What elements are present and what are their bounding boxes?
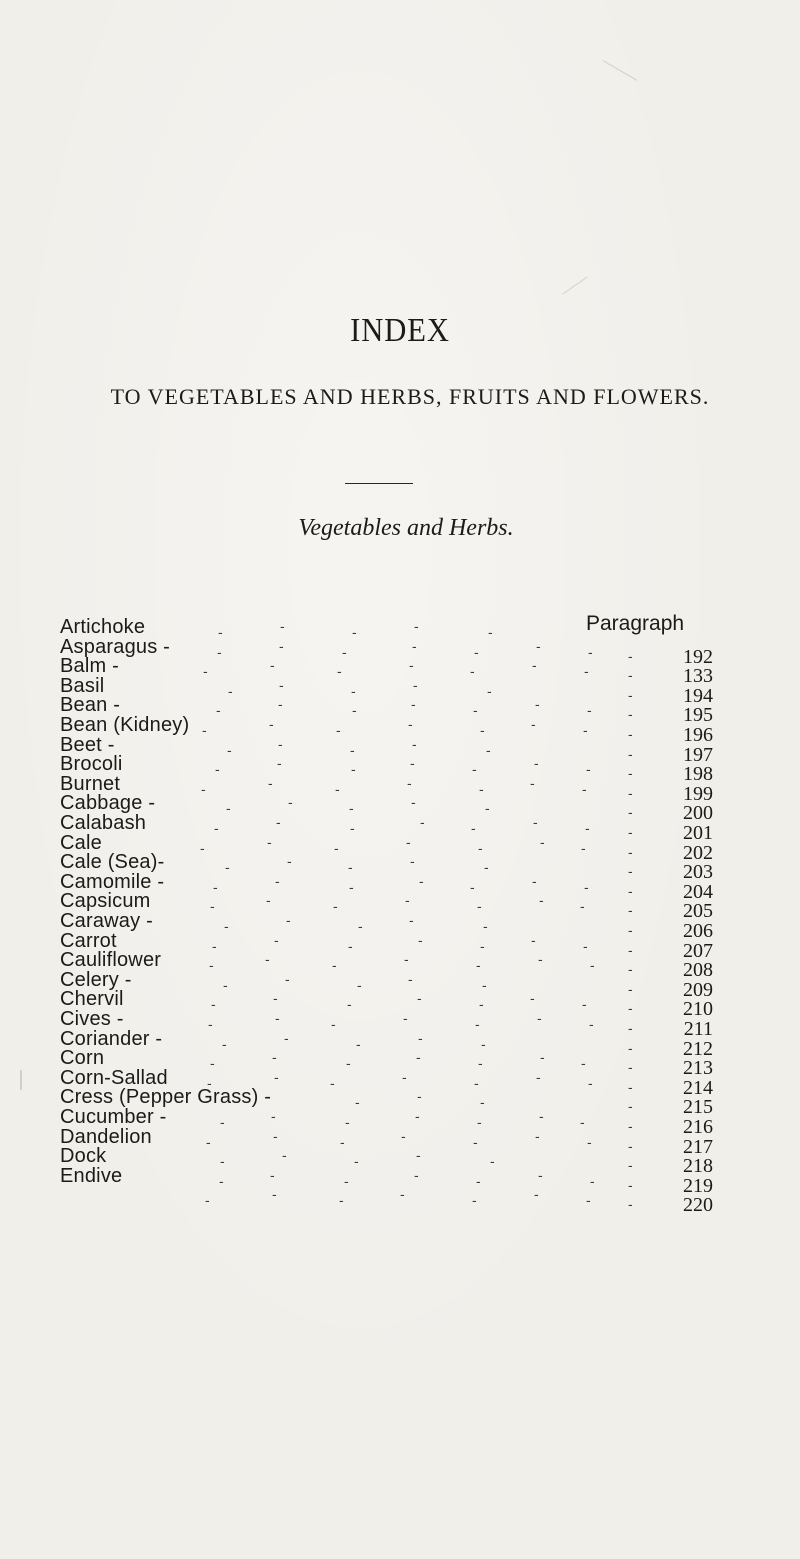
leader-dash: -: [628, 1098, 633, 1115]
index-entry-name: Balm -: [60, 655, 119, 678]
leader-dash: -: [628, 1176, 633, 1193]
leader-dash: -: [344, 1172, 349, 1189]
index-entry-name: Bean (Kidney): [60, 714, 190, 736]
leader-dash: -: [225, 859, 230, 876]
leader-dash: -: [589, 1016, 594, 1032]
leader-dash: -: [470, 878, 475, 895]
leader-dash: -: [628, 804, 633, 821]
leader-dash: -: [628, 863, 633, 880]
index-entry-name: Capsicum: [60, 890, 151, 913]
leader-dash: -: [276, 814, 281, 830]
leader-dash: -: [531, 716, 536, 732]
leader-dash: -: [400, 1186, 405, 1203]
leader-dash: -: [581, 1055, 586, 1072]
leader-dash: -: [228, 682, 233, 699]
leader-dash: -: [340, 1133, 345, 1150]
index-entry-name: Cress (Pepper Grass) -: [60, 1086, 272, 1109]
leader-dash: -: [410, 755, 415, 772]
leader-dash: -: [539, 1108, 544, 1124]
leader-dash: -: [534, 1186, 539, 1203]
leader-dash: -: [590, 957, 595, 974]
leader-dash: -: [473, 1133, 478, 1150]
leader-dash: -: [414, 1166, 419, 1183]
leader-dash: -: [628, 1196, 633, 1213]
index-entry-name: Beet -: [60, 733, 115, 756]
index-entry-name: Asparagus -: [60, 635, 171, 658]
index-entry-name: Corn: [60, 1047, 105, 1070]
index-entry-paragraph: 200: [683, 802, 713, 825]
leader-dash: -: [628, 726, 633, 742]
leader-dash: -: [334, 839, 339, 856]
leader-dash: -: [401, 1127, 406, 1144]
leader-dash: -: [267, 833, 272, 850]
index-entry-paragraph: 218: [683, 1155, 713, 1178]
section-heading: Vegetables and Herbs.: [298, 515, 514, 541]
leader-dash: -: [580, 1114, 585, 1130]
leader-dash: -: [628, 745, 633, 762]
index-entry-paragraph: 196: [683, 724, 713, 746]
leader-dash: -: [480, 937, 485, 954]
leader-dash: -: [227, 741, 232, 758]
leader-dash: -: [477, 1114, 482, 1130]
leader-dash: -: [336, 722, 341, 738]
index-entry-paragraph: 197: [683, 743, 713, 766]
leader-dash: -: [274, 931, 279, 948]
leader-dash: -: [266, 892, 271, 909]
leader-dash: -: [536, 1068, 541, 1085]
index-entry-name: Endive: [60, 1164, 123, 1187]
leader-dash: -: [582, 780, 587, 797]
leader-dash: -: [628, 882, 633, 899]
index-entry-name: Calabash: [60, 812, 147, 834]
leader-dash: -: [345, 1114, 350, 1130]
index-entry-paragraph: 194: [683, 684, 713, 707]
leader-dash: -: [205, 1192, 210, 1209]
leader-dash: -: [414, 618, 419, 634]
leader-dash: -: [346, 1055, 351, 1072]
leader-dash: -: [349, 878, 354, 895]
leader-dash: -: [416, 1049, 421, 1066]
index-entry-name: Camomile -: [60, 870, 165, 893]
leader-dash: -: [277, 755, 282, 772]
leader-dash: -: [210, 898, 215, 915]
leader-dash: -: [628, 824, 633, 840]
leader-dash: -: [471, 820, 476, 836]
leader-dash: -: [274, 1068, 279, 1085]
leader-dash: -: [536, 637, 541, 654]
index-entry-paragraph: 203: [683, 861, 713, 884]
leader-dash: -: [535, 696, 540, 713]
leader-dash: -: [530, 774, 535, 791]
leader-dash: -: [278, 696, 283, 713]
leader-dash: -: [265, 951, 270, 968]
leader-dash: -: [486, 741, 491, 758]
leader-dash: -: [479, 996, 484, 1013]
leader-dash: -: [279, 676, 284, 693]
leader-dash: -: [403, 1010, 408, 1026]
leader-dash: -: [352, 702, 357, 719]
leader-dash: -: [538, 1166, 543, 1183]
leader-dash: -: [402, 1068, 407, 1085]
leader-dash: -: [207, 1074, 212, 1091]
leader-dash: -: [477, 898, 482, 915]
leader-dash: -: [409, 912, 414, 928]
leader-dash: -: [474, 643, 479, 660]
leader-dash: -: [349, 800, 354, 817]
leader-dash: -: [478, 839, 483, 856]
index-entry-name: Cucumber -: [60, 1106, 167, 1128]
leader-dash: -: [532, 657, 537, 674]
leader-dash: -: [540, 833, 545, 850]
leader-dash: -: [202, 722, 207, 738]
leader-dash: -: [582, 996, 587, 1013]
leader-dash: -: [222, 1035, 227, 1052]
leader-dash: -: [350, 820, 355, 836]
leader-dash: -: [535, 1127, 540, 1144]
leader-dash: -: [208, 1016, 213, 1032]
leader-dash: -: [581, 839, 586, 856]
leader-dash: -: [540, 1049, 545, 1066]
leader-dash: -: [479, 780, 484, 797]
page-title: INDEX: [350, 312, 450, 349]
leader-dash: -: [268, 774, 273, 791]
leader-dash: -: [278, 735, 283, 752]
leader-dash: -: [407, 774, 412, 791]
leader-dash: -: [539, 892, 544, 909]
index-entry-paragraph: 213: [683, 1057, 713, 1080]
leader-dash: -: [417, 1088, 422, 1105]
index-entry-name: Cives -: [60, 1008, 124, 1030]
leader-dash: -: [475, 1016, 480, 1032]
leader-dash: -: [481, 1035, 486, 1052]
leader-dash: -: [350, 741, 355, 758]
leader-dash: -: [286, 912, 291, 928]
leader-dash: -: [480, 722, 485, 738]
leader-dash: -: [628, 941, 633, 958]
leader-dash: -: [628, 1137, 633, 1154]
leader-dash: -: [585, 820, 590, 836]
leader-dash: -: [409, 657, 414, 674]
leader-dash: -: [270, 1166, 275, 1183]
leader-dash: -: [484, 859, 489, 876]
leader-dash: -: [412, 637, 417, 654]
index-entry-paragraph: 214: [683, 1076, 713, 1099]
index-entry-name: Cauliflower: [60, 949, 162, 972]
leader-dash: -: [282, 1147, 287, 1164]
leader-dash: -: [419, 872, 424, 889]
index-entry-name: Brocoli: [60, 753, 123, 776]
leader-dash: -: [351, 761, 356, 778]
leader-dash: -: [411, 794, 416, 811]
leader-dash: -: [473, 702, 478, 719]
leader-dash: -: [628, 1059, 633, 1076]
leader-dash: -: [488, 624, 493, 640]
leader-dash: -: [587, 702, 592, 719]
leader-dash: -: [472, 761, 477, 778]
leader-dash: -: [417, 990, 422, 1007]
leader-dash: -: [482, 976, 487, 993]
leader-dash: -: [200, 839, 205, 856]
leader-dash: -: [531, 931, 536, 948]
leader-dash: -: [269, 716, 274, 732]
leader-dash: -: [583, 937, 588, 954]
leader-dash: -: [628, 1020, 633, 1036]
index-entry-name: Dock: [60, 1145, 107, 1168]
index-entry-name: Caraway -: [60, 910, 153, 932]
index-entry-paragraph: 205: [683, 900, 713, 923]
leader-dash: -: [220, 1114, 225, 1130]
leader-dash: -: [476, 957, 481, 974]
leader-dash: -: [418, 1029, 423, 1046]
leader-dash: -: [342, 643, 347, 660]
leader-dash: -: [420, 814, 425, 830]
leader-dash: -: [285, 970, 290, 987]
leader-dash: -: [416, 1147, 421, 1164]
leader-dash: -: [406, 833, 411, 850]
leader-dash: -: [628, 980, 633, 997]
leader-dash: -: [270, 657, 275, 674]
index-entry-paragraph: 216: [683, 1116, 713, 1138]
leader-dash: -: [218, 624, 223, 640]
leader-dash: -: [358, 918, 363, 934]
leader-dash: -: [351, 682, 356, 699]
index-entry-name: Artichoke: [60, 616, 146, 638]
leader-dash: -: [490, 1153, 495, 1170]
index-entry-paragraph: 201: [683, 822, 713, 844]
leader-dash: -: [348, 859, 353, 876]
leader-dash: -: [628, 706, 633, 723]
leader-dash: -: [332, 957, 337, 974]
index-entry-paragraph: 209: [683, 978, 713, 1001]
leader-dash: -: [273, 1127, 278, 1144]
leader-dash: -: [628, 784, 633, 801]
leader-dash: -: [331, 1016, 336, 1032]
leader-dash: -: [472, 1192, 477, 1209]
index-entry-paragraph: 211: [683, 1018, 713, 1040]
paper-blemish: [602, 60, 637, 81]
leader-dash: -: [214, 820, 219, 836]
leader-dash: -: [583, 722, 588, 738]
index-entry-paragraph: 202: [683, 841, 713, 864]
leader-dash: -: [628, 1118, 633, 1134]
leader-dash: -: [355, 1094, 360, 1111]
leader-dash: -: [337, 663, 342, 680]
leader-dash: -: [586, 1192, 591, 1209]
leader-dash: -: [487, 682, 492, 699]
leader-dash: -: [279, 637, 284, 654]
leader-dash: -: [411, 696, 416, 713]
leader-dash: -: [405, 892, 410, 909]
leader-dash: -: [480, 1094, 485, 1111]
leader-dash: -: [532, 872, 537, 889]
index-entry-paragraph: 207: [683, 939, 713, 962]
leader-dash: -: [356, 1035, 361, 1052]
leader-dash: -: [284, 1029, 289, 1046]
index-entry-name: Chervil: [60, 988, 124, 1011]
leader-dash: -: [333, 898, 338, 915]
leader-dash: -: [212, 937, 217, 954]
leader-dash: -: [584, 878, 589, 895]
index-entry-name: Carrot: [60, 929, 117, 952]
leader-dash: -: [339, 1192, 344, 1209]
index-entry-name: Cabbage -: [60, 792, 156, 815]
leader-dash: -: [280, 618, 285, 634]
leader-dash: -: [408, 716, 413, 732]
leader-dash: -: [628, 1157, 633, 1174]
index-entry-name: Dandelion: [60, 1125, 152, 1148]
leader-dash: -: [330, 1074, 335, 1091]
leader-dash: -: [474, 1074, 479, 1091]
leader-dash: -: [215, 761, 220, 778]
leader-dash: -: [537, 1010, 542, 1026]
leader-dash: -: [628, 902, 633, 919]
leader-dash: -: [209, 957, 214, 974]
index-entry-paragraph: 208: [683, 959, 713, 982]
leader-dash: -: [206, 1133, 211, 1150]
leader-dash: -: [412, 735, 417, 752]
leader-dash: -: [534, 755, 539, 772]
leader-dash: -: [354, 1153, 359, 1170]
leader-dash: -: [530, 990, 535, 1007]
leader-dash: -: [271, 1108, 276, 1124]
leader-dash: -: [478, 1055, 483, 1072]
index-entry-paragraph: 220: [683, 1194, 713, 1217]
leader-dash: -: [224, 918, 229, 934]
leader-dash: -: [275, 872, 280, 889]
leader-dash: -: [288, 794, 293, 811]
leader-dash: -: [418, 931, 423, 948]
leader-dash: -: [628, 1039, 633, 1056]
leader-dash: -: [628, 647, 633, 664]
leader-dash: -: [223, 976, 228, 993]
leader-dash: -: [404, 951, 409, 968]
index-entry-paragraph: 217: [683, 1135, 713, 1158]
leader-dash: -: [485, 800, 490, 817]
leader-dash: -: [216, 702, 221, 719]
leader-dash: -: [476, 1172, 481, 1189]
leader-dash: -: [348, 937, 353, 954]
index-entry-paragraph: 215: [683, 1096, 713, 1119]
leader-dash: -: [275, 1010, 280, 1026]
index-entry-name: Corn-Sallad: [60, 1066, 168, 1089]
leader-dash: -: [213, 878, 218, 895]
leader-dash: -: [584, 663, 589, 680]
leader-dash: -: [226, 800, 231, 817]
leader-dash: -: [220, 1153, 225, 1170]
leader-dash: -: [408, 970, 413, 987]
leader-dash: -: [533, 814, 538, 830]
leader-dash: -: [587, 1133, 592, 1150]
index-entry-name: Cale: [60, 831, 102, 854]
leader-dash: -: [201, 780, 206, 797]
leader-dash: -: [217, 643, 222, 660]
leader-dash: -: [352, 624, 357, 640]
leader-dash: -: [628, 1078, 633, 1095]
leader-dash: -: [335, 780, 340, 797]
index-entry-name: Cale (Sea)-: [60, 851, 165, 874]
leader-dash: -: [586, 761, 591, 778]
leader-dash: -: [203, 663, 208, 680]
paper-blemish: [562, 276, 587, 294]
leader-dash: -: [357, 976, 362, 993]
index-entry-name: Basil: [60, 674, 105, 697]
column-heading-paragraph: Paragraph: [586, 612, 685, 635]
index-entry-name: Bean -: [60, 694, 121, 717]
leader-dash: -: [628, 961, 633, 978]
leader-dash: -: [628, 765, 633, 782]
leader-dash: -: [413, 676, 418, 693]
index-entry-paragraph: 212: [683, 1037, 713, 1060]
leader-dash: -: [219, 1172, 224, 1189]
leader-dash: -: [588, 1074, 593, 1091]
index-entry-paragraph: 219: [683, 1174, 713, 1197]
divider-rule: [345, 483, 413, 484]
leader-dash: -: [628, 922, 633, 938]
leader-dash: -: [580, 898, 585, 915]
index-entry-paragraph: 199: [683, 782, 713, 805]
index-entry-name: Burnet: [60, 772, 121, 795]
index-entry-paragraph: 195: [683, 704, 713, 727]
leader-dash: -: [483, 918, 488, 934]
leader-dash: -: [538, 951, 543, 968]
leader-dash: -: [272, 1049, 277, 1066]
leader-dash: -: [628, 1000, 633, 1017]
index-entry-paragraph: 206: [683, 920, 713, 942]
index-entry-name: Coriander -: [60, 1027, 163, 1050]
leader-dash: -: [210, 1055, 215, 1072]
leader-dash: -: [272, 1186, 277, 1203]
index-entry-paragraph: 198: [683, 763, 713, 786]
leader-dash: -: [470, 663, 475, 680]
leader-dash: -: [628, 686, 633, 703]
leader-dash: -: [628, 667, 633, 684]
leader-dash: -: [415, 1108, 420, 1124]
leader-dash: -: [347, 996, 352, 1013]
leader-dash: -: [273, 990, 278, 1007]
index-entry-paragraph: 192: [683, 645, 713, 668]
leader-dash: -: [410, 853, 415, 870]
index-entry-name: Celery -: [60, 968, 132, 991]
leader-dash: -: [588, 643, 593, 660]
leader-dash: -: [211, 996, 216, 1013]
page-subtitle: TO VEGETABLES AND HERBS, FRUITS AND FLOWERS.: [110, 384, 710, 409]
index-entry-paragraph: 204: [683, 880, 713, 903]
index-entry-paragraph: 133: [683, 665, 713, 688]
leader-dash: -: [628, 843, 633, 860]
paper-blemish: [20, 1070, 22, 1090]
leader-dash: -: [590, 1172, 595, 1189]
leader-dash: -: [287, 853, 292, 870]
index-entry-paragraph: 210: [683, 998, 713, 1021]
